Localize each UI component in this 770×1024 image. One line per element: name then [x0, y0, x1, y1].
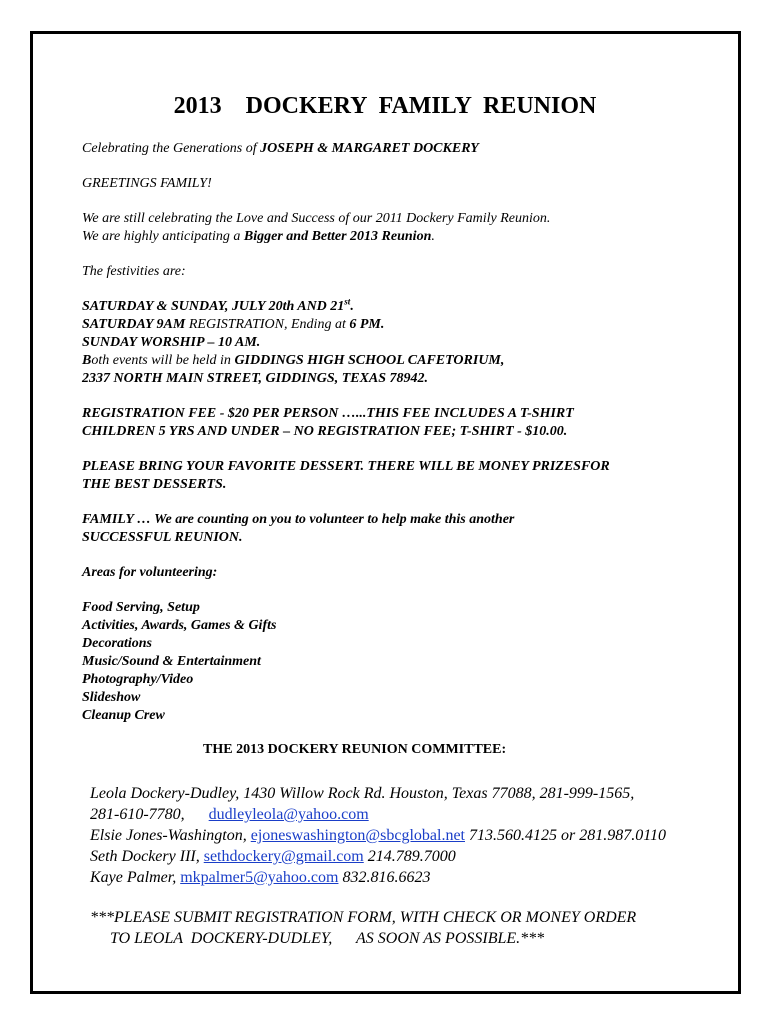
flyer-body [82, 140, 722, 759]
list-item: Food Serving, Setup [82, 600, 200, 615]
email-link-seth[interactable]: sethdockery@gmail.com [203, 848, 364, 865]
contact-leola-phone: 281-610-7780, [90, 806, 209, 823]
dessert-line-1: PLEASE BRING YOUR FAVORITE DESSERT. THERE WILL BE MONEY PRIZESFOR [82, 459, 610, 474]
contact-seth [90, 846, 735, 867]
schedule-dates-end: . [350, 299, 354, 314]
schedule-saturday [82, 316, 722, 334]
festivities-label: The festivities are: [82, 264, 186, 279]
submit-line-2: TO LEOLA DOCKERY-DUDLEY, AS SOON AS POSSIBLE.*** [90, 930, 545, 947]
schedule-saturday-time: SATURDAY 9AM [82, 317, 189, 332]
page-title: 2013 DOCKERY FAMILY REUNION [173, 93, 597, 119]
schedule-address: 2337 NORTH MAIN STREET, GIDDINGS, TEXAS 78942. [82, 371, 429, 386]
intro-line-2-prefix: We are highly anticipating a [82, 229, 244, 244]
submit-line-1: ***PLEASE SUBMIT REGISTRATION FORM, WITH CHECK OR MONEY ORDER [90, 909, 637, 926]
list-item: Music/Sound & Entertainment [82, 654, 261, 669]
list-item: Slideshow [82, 690, 141, 705]
contact-seth-phone: 214.789.7000 [363, 848, 456, 865]
submit-notice [90, 907, 730, 949]
volunteer-areas-list [82, 599, 722, 725]
schedule-dates [82, 298, 722, 316]
contact-seth-name: Seth Dockery III, [90, 848, 204, 865]
contact-elsie-phone: 713.560.4125 or 281.987.0110 [464, 827, 667, 844]
intro-line-2-bold: Bigger and Better 2013 Reunion [243, 229, 432, 244]
contact-kaye [90, 867, 735, 888]
list-item: Photography/Video [82, 672, 194, 687]
schedule-location-text: oth events will be held in [91, 353, 235, 368]
contact-leola-line-1: Leola Dockery-Dudley, 1430 Willow Rock Rd. Houston, Texas 77088, 281-999-1565, [90, 785, 635, 802]
fees-line-2: CHILDREN 5 YRS AND UNDER – NO REGISTRATION FEE; T-SHIRT - $10.00. [82, 424, 568, 439]
intro-line-2-suffix: . [431, 229, 435, 244]
fees-line-1: REGISTRATION FEE - $20 PER PERSON …...THIS FEE INCLUDES A T-SHIRT [82, 406, 574, 421]
contact-leola-line-2 [90, 804, 735, 825]
celebrating-names: JOSEPH & MARGARET DOCKERY [260, 141, 479, 156]
contact-kaye-name: Kaye Palmer, [90, 869, 181, 886]
email-link-kaye[interactable]: mkpalmer5@yahoo.com [180, 869, 339, 886]
email-link-elsie[interactable]: ejoneswashington@sbcglobal.net [250, 827, 465, 844]
areas-label: Areas for volunteering: [82, 565, 218, 580]
greeting: GREETINGS FAMILY! [82, 176, 212, 191]
schedule-dates-text: SATURDAY & SUNDAY, JULY 20th AND 21 [82, 299, 345, 314]
dessert-line-2: THE BEST DESSERTS. [82, 477, 227, 492]
celebrating-line [82, 140, 722, 158]
family-line-1: FAMILY … We are counting on you to volunteer to help make this another [82, 512, 515, 527]
list-item: Cleanup Crew [82, 708, 165, 723]
schedule-sunday: SUNDAY WORSHIP – 10 AM. [82, 335, 261, 350]
schedule-dates-sup: st [344, 296, 351, 307]
list-item: Decorations [82, 636, 152, 651]
schedule-location-place: GIDDINGS HIGH SCHOOL CAFETORIUM, [234, 353, 505, 368]
contact-kaye-phone: 832.816.6623 [338, 869, 431, 886]
celebrating-prefix: Celebrating the Generations of [82, 141, 261, 156]
intro-line-1: We are still celebrating the Love and Success of our 2011 Dockery Family Reunion. [82, 211, 551, 226]
committee-contacts [90, 783, 735, 888]
email-link-leola[interactable]: dudleyleola@yahoo.com [208, 806, 369, 823]
list-item: Activities, Awards, Games & Gifts [82, 618, 277, 633]
schedule-saturday-reg: REGISTRATION, Ending at [188, 317, 350, 332]
schedule-location [82, 352, 722, 370]
contact-elsie-name: Elsie Jones-Washington, [90, 827, 251, 844]
contact-elsie [90, 825, 735, 846]
intro-line-2 [82, 228, 722, 246]
family-line-2: SUCCESSFUL REUNION. [82, 530, 243, 545]
schedule-location-initial: B [82, 353, 92, 368]
schedule-saturday-end: 6 PM. [349, 317, 385, 332]
committee-heading: THE 2013 DOCKERY REUNION COMMITTEE: [203, 742, 507, 757]
